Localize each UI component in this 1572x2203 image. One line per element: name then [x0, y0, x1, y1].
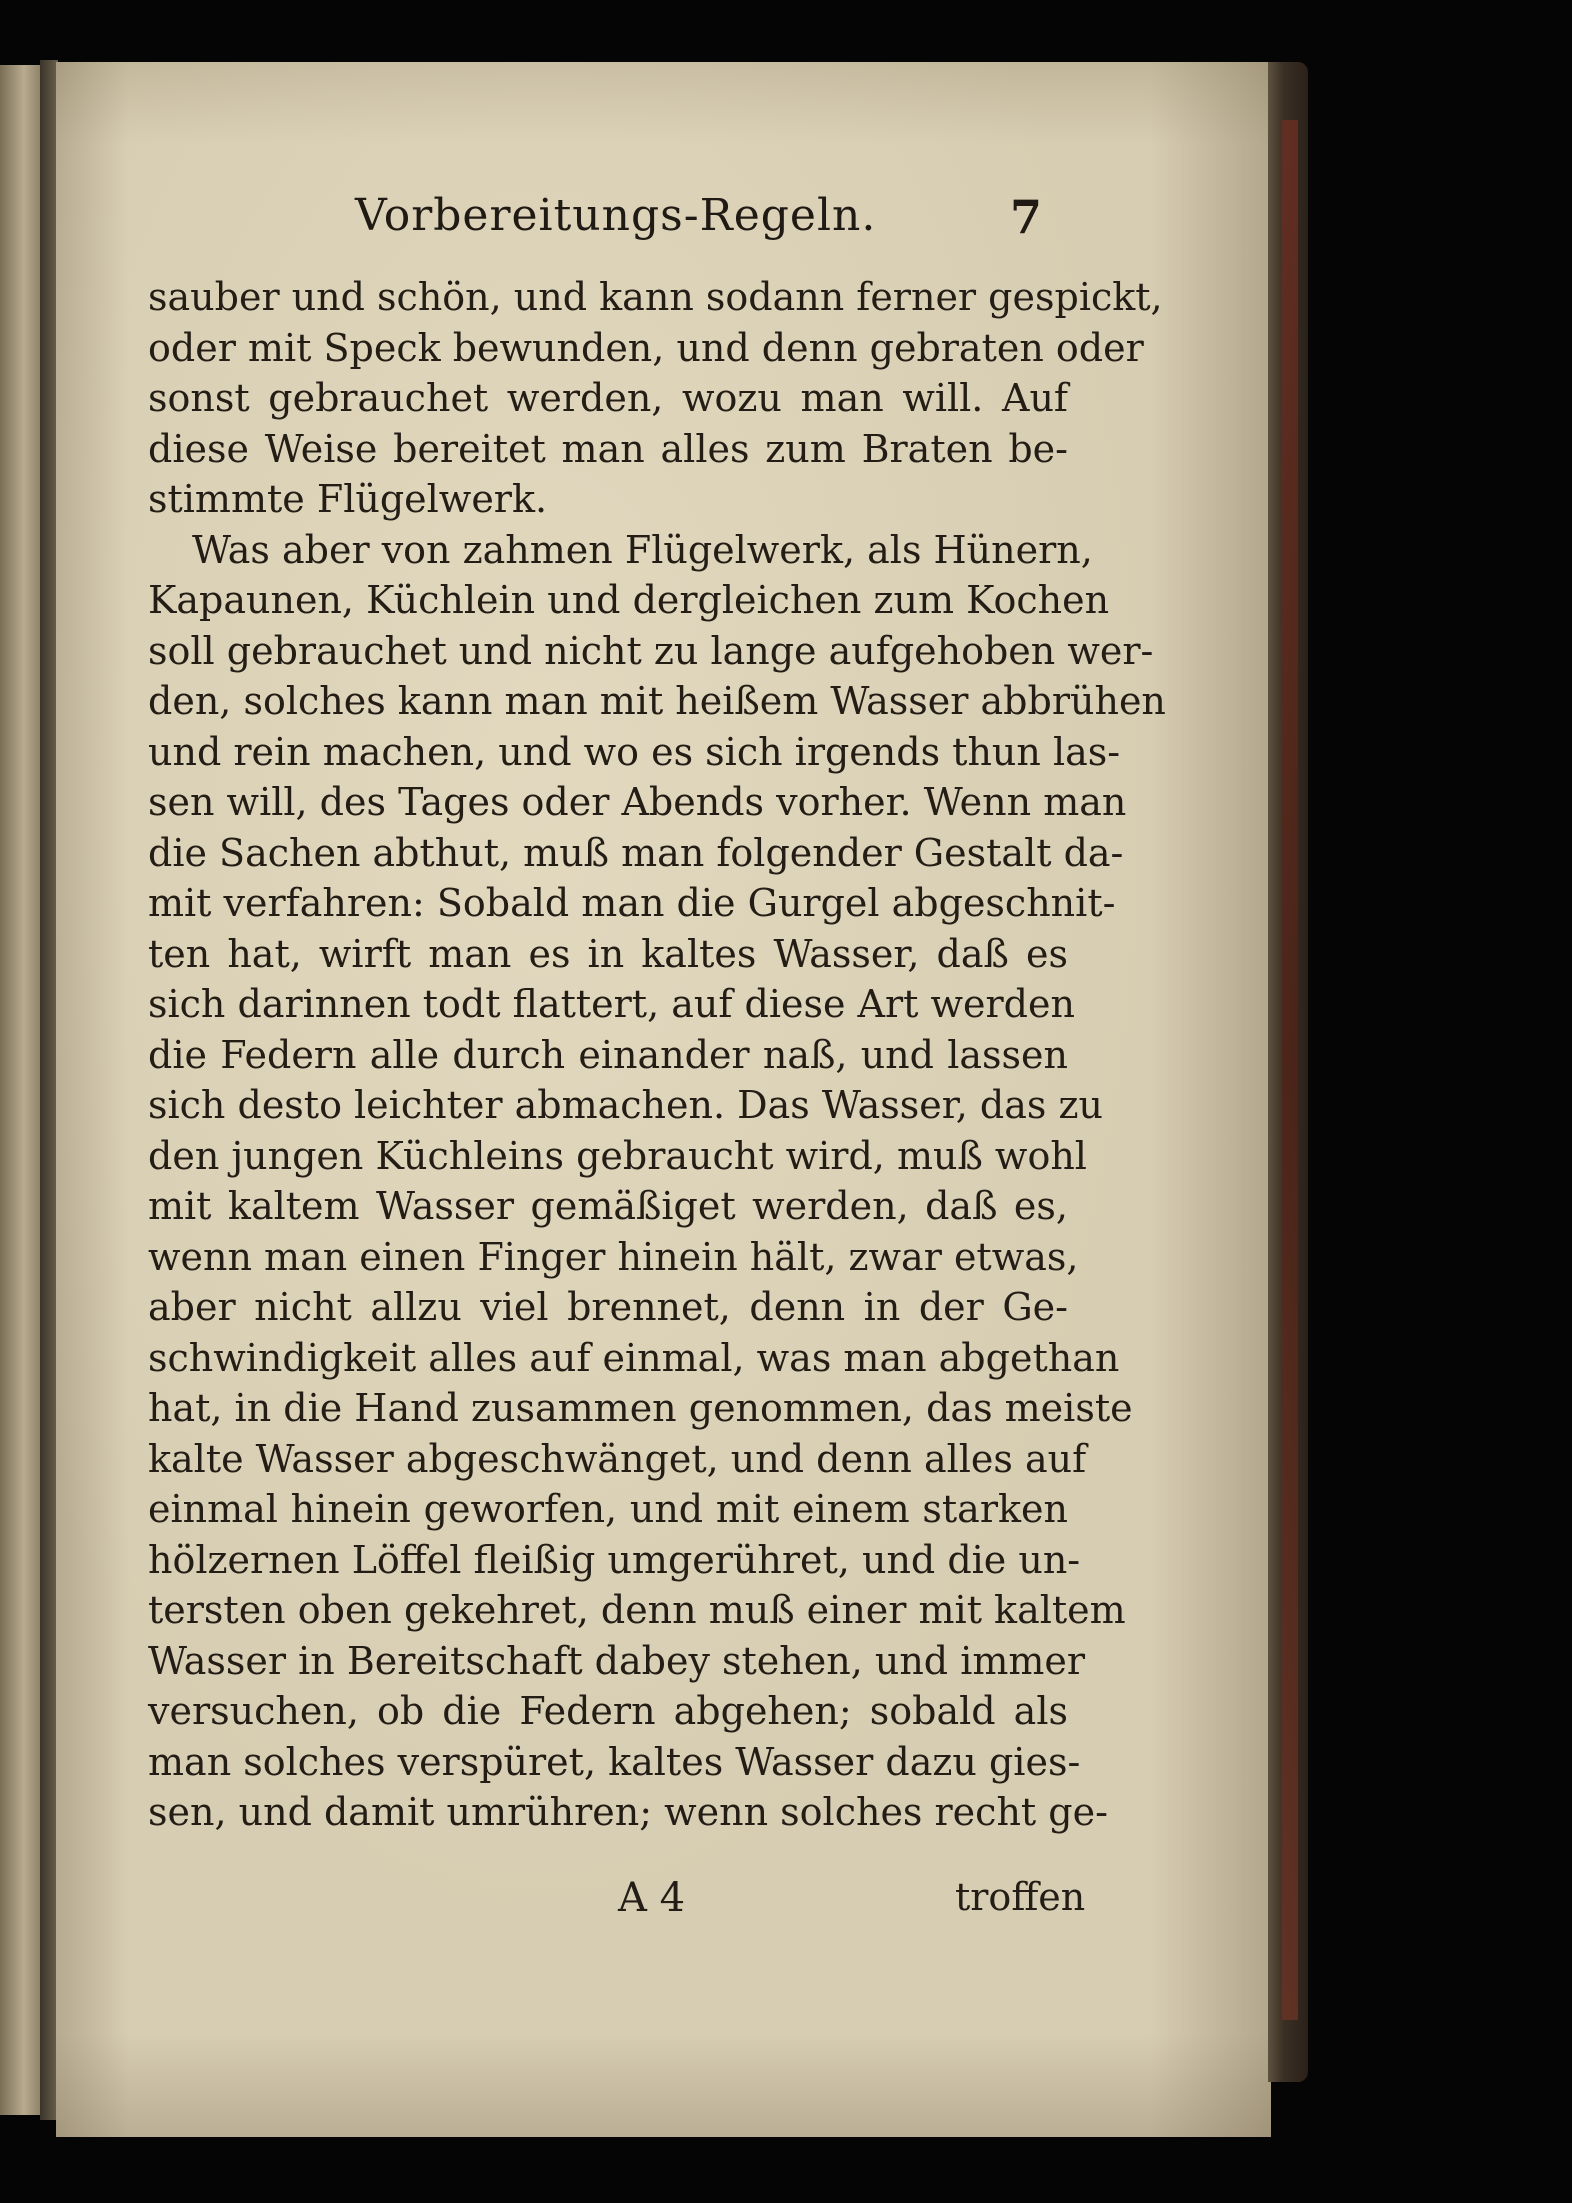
text-line: die Sachen abthut, muß man folgender Gestalt da-: [148, 830, 1124, 875]
signature-mark: A 4: [618, 1875, 686, 1921]
text-line: Kapaunen, Küchlein und dergleichen zum Kochen: [148, 578, 1110, 622]
text-line: hölzernen Löffel fleißig umgerühret, und die un-: [148, 1537, 1081, 1582]
text-line: hat, in die Hand zusammen genommen, das meiste: [148, 1386, 1133, 1430]
text-line: ten hat, wirft man es in kaltes Wasser, daß es: [148, 931, 1068, 976]
facing-page-edge: [0, 65, 40, 2115]
text-line: sonst gebrauchet werden, wozu man will. Auf: [148, 376, 1068, 420]
text-line: versuchen, ob die Federn abgehen; sobald als: [148, 1689, 1068, 1733]
text-line: diese Weise bereitet man alles zum Braten be-: [148, 426, 1068, 471]
text-line: oder mit Speck bewunden, und denn gebraten oder: [148, 325, 1144, 370]
text-line: soll gebrauchet und nicht zu lange aufgehoben wer-: [148, 628, 1154, 673]
catchword: troffen: [955, 1875, 1086, 1919]
text-line: sich darinnen todt flattert, auf diese Art werden: [148, 982, 1075, 1026]
text-line: sen, und damit umrühren; wenn solches recht ge-: [148, 1790, 1108, 1834]
body-text: [148, 272, 1166, 1838]
text-line: sen will, des Tages oder Abends vorher. Wenn man: [148, 780, 1127, 824]
text-line: wenn man einen Finger hinein hält, zwar etwas,: [148, 1234, 1079, 1279]
book-edge-binding: [1282, 120, 1298, 2020]
text-line: einmal hinein geworfen, und mit einem starken: [148, 1487, 1068, 1531]
text-line: sich desto leichter abmachen. Das Wasser, das zu: [148, 1083, 1103, 1127]
text-line: Wasser in Bereitschaft dabey stehen, und immer: [148, 1638, 1086, 1683]
text-line: aber nicht allzu viel brennet, denn in der Ge-: [148, 1285, 1068, 1329]
text-line: die Federn alle durch einander naß, und lassen: [148, 1032, 1068, 1077]
running-title: Vorbereitungs-Regeln.: [355, 190, 877, 241]
text-line: man solches verspüret, kaltes Wasser dazu gies-: [148, 1739, 1081, 1784]
text-line: den jungen Küchleins gebraucht wird, muß wohl: [148, 1133, 1087, 1178]
text-line: sauber und schön, und kann sodann ferner gespickt,: [148, 275, 1163, 319]
text-line: kalte Wasser abgeschwänget, und denn alles auf: [148, 1436, 1087, 1481]
text-line: mit verfahren: Sobald man die Gurgel abgeschnit-: [148, 881, 1116, 925]
text-line: Was aber von zahmen Flügelwerk, als Hünern,: [192, 527, 1093, 572]
text-line: und rein machen, und wo es sich irgends thun las-: [148, 729, 1121, 774]
text-line: den, solches kann man mit heißem Wasser abbrühen: [148, 679, 1166, 723]
text-line: schwindigkeit alles auf einmal, was man abgethan: [148, 1335, 1120, 1380]
page-number: 7: [1010, 190, 1043, 244]
text-line: mit kaltem Wasser gemäßiget werden, daß es,: [148, 1184, 1068, 1228]
text-line: stimmte Flügelwerk.: [148, 477, 548, 521]
text-line: tersten oben gekehret, denn muß einer mit kaltem: [148, 1588, 1126, 1632]
